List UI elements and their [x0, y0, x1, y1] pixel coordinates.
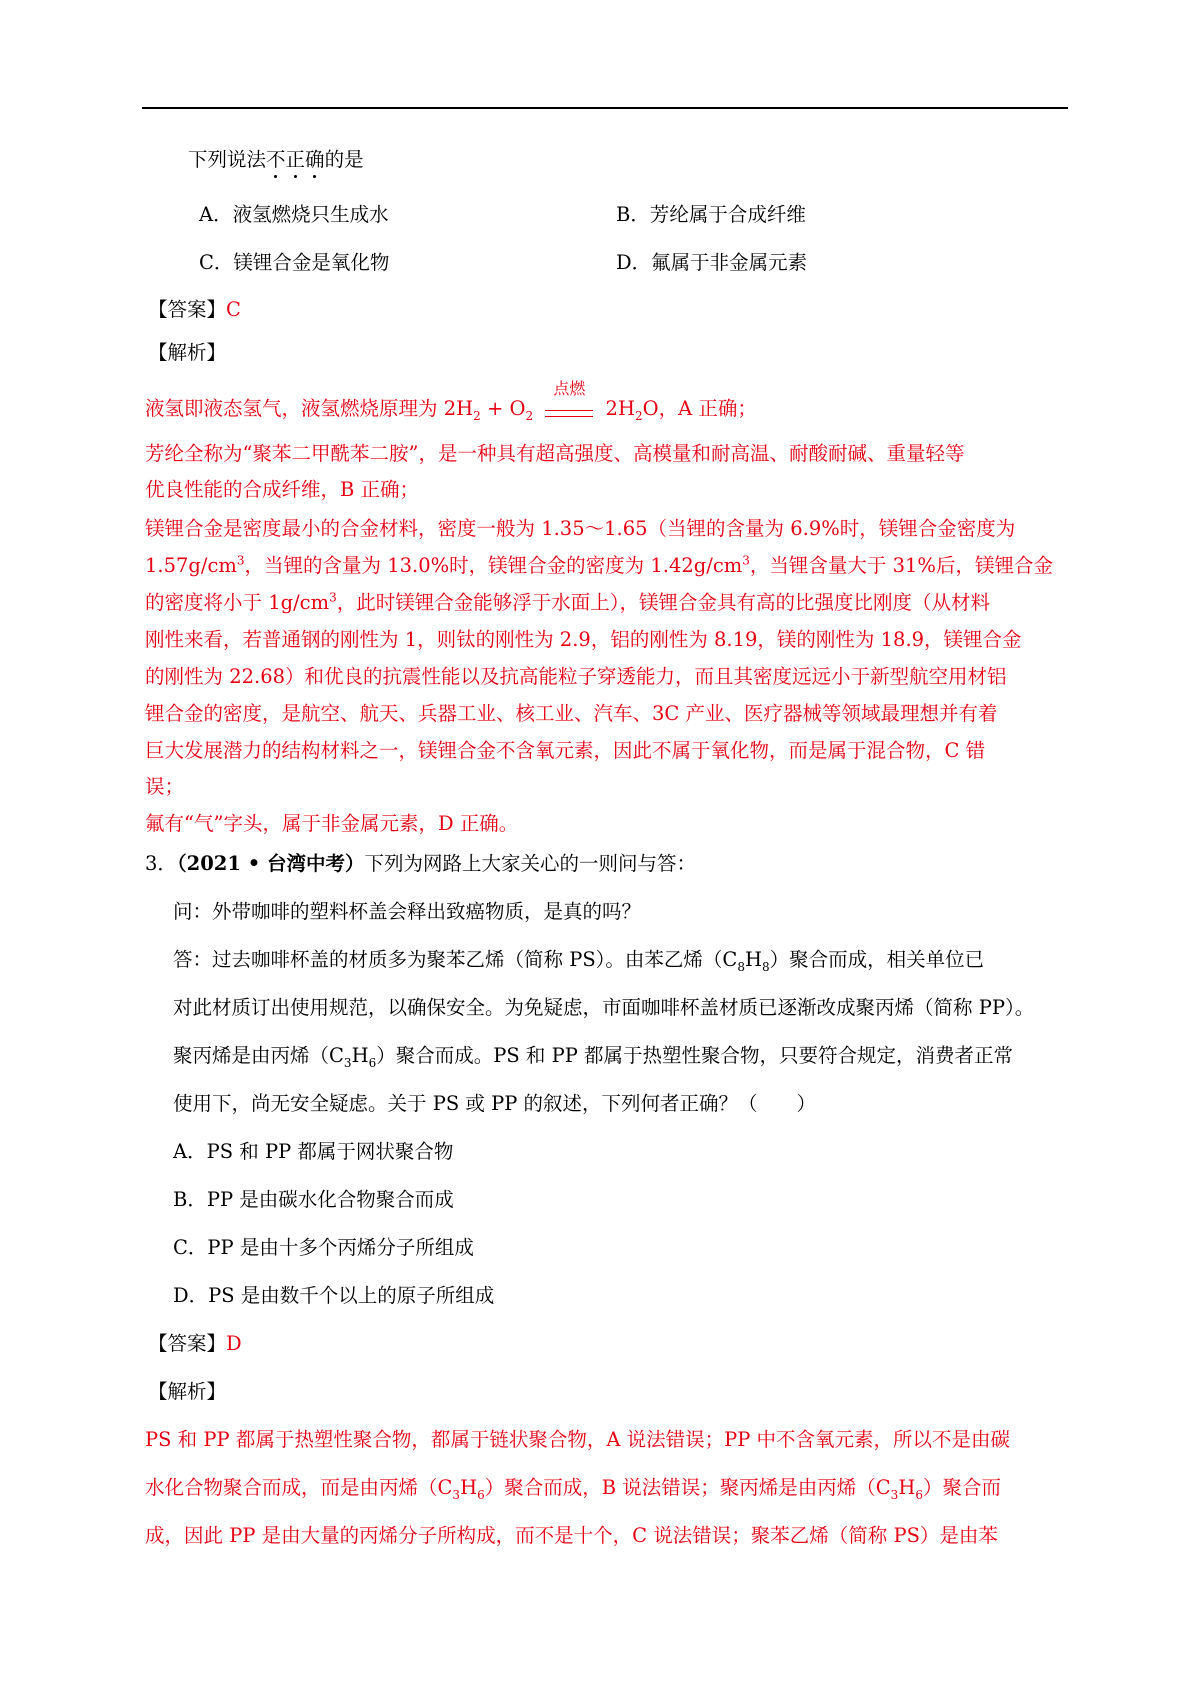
subscript: 6	[368, 1055, 377, 1070]
answer-text: ）聚合而成。PS 和 PP 都属于热塑性聚合物，只要符合规定，消费者正常	[376, 1044, 1014, 1067]
answer-text: 答：过去咖啡杯盖的材质多为聚苯乙烯（简称 PS）。由苯乙烯（C	[173, 948, 738, 971]
qa-question: 问：外带咖啡的塑料杯盖会释出致癌物质，是真的吗？	[173, 900, 642, 923]
analysis-text: ，当锂含量大于 31%后，镁锂合金	[749, 554, 1053, 577]
option-d: D．PS 是由数千个以上的原子所组成	[173, 1284, 495, 1307]
analysis-label: 【解析】	[148, 341, 227, 364]
qa-answer-line	[173, 946, 984, 974]
question-source: （2021 • 台湾中考）	[176, 852, 365, 875]
superscript: 3	[236, 553, 245, 568]
question-stem	[188, 146, 364, 174]
analysis-line: 锂合金的密度，是航空、航天、兵器工业、核工业、汽车、3C 产业、医疗器械等领域最理想并有着	[145, 702, 998, 725]
answer-label: 【答案】	[148, 1332, 227, 1355]
question-3-stem	[145, 850, 696, 878]
analysis-text: ）聚合而	[922, 1476, 1001, 1499]
equation-text: + O	[480, 397, 526, 420]
option-a: A．液氢燃烧只生成水	[199, 203, 389, 226]
subscript: 2	[473, 408, 481, 423]
analysis-line: 误；	[145, 775, 185, 798]
reaction-arrow	[545, 378, 593, 424]
equals-bars	[545, 410, 593, 417]
stem-text: 的是	[324, 148, 364, 171]
analysis-line: 氟有“气”字头，属于非金属元素，D 正确。	[145, 812, 519, 835]
analysis-line	[145, 1474, 1001, 1502]
analysis-text: ，此时镁锂合金能够浮于水面上），镁锂合金具有高的比强度比刚度（从材料	[336, 591, 990, 614]
option-b: B．PP 是由碳水化合物聚合而成	[173, 1188, 454, 1211]
answer-value: D	[226, 1332, 242, 1355]
equation-text: O，A 正确；	[642, 397, 757, 420]
analysis-text: ）聚合而成，B 说法错误；聚丙烯是由丙烯（C	[484, 1476, 891, 1499]
subscript: 8	[737, 959, 745, 974]
stem-text: 下列说法	[188, 148, 267, 171]
emphasis-char: 确	[305, 148, 325, 171]
answer-label: 【答案】	[148, 298, 227, 321]
subscript: 6	[915, 1487, 923, 1502]
analysis-line	[145, 589, 990, 617]
option-b: B．芳纶属于合成纤维	[616, 203, 806, 226]
analysis-text: H	[898, 1476, 916, 1499]
analysis-line: 刚性来看，若普通钢的刚性为 1，则钛的刚性为 2.9，铝的刚性为 8.19，镁的刚性为 18.9，镁锂合金	[145, 628, 1022, 651]
subscript: 8	[762, 959, 770, 974]
analysis-line: PS 和 PP 都属于热塑性聚合物，都属于链状聚合物，A 说法错误；PP 中不含氧元素，所以不是由碳	[145, 1428, 1011, 1451]
option-d: D．氟属于非金属元素	[616, 251, 808, 274]
subscript: 6	[477, 1487, 485, 1502]
subscript: 3	[452, 1487, 461, 1502]
equation-text: 液氢即液态氢气，液氢燃烧原理为 2H	[145, 397, 474, 420]
analysis-line: 镁锂合金是密度最小的合金材料，密度一般为 1.35～1.65（当锂的含量为 6.9%时，镁锂合金密度为	[145, 517, 1016, 540]
superscript: 3	[329, 590, 337, 605]
equation-text: 2H	[605, 397, 635, 420]
subscript: 3	[343, 1055, 352, 1070]
option-c: C．镁锂合金是氧化物	[199, 251, 390, 274]
analysis-line: 巨大发展潜力的结构材料之一，镁锂合金不含氧元素，因此不属于氧化物，而是属于混合物，C 错	[145, 739, 986, 762]
analysis-label: 【解析】	[148, 1380, 227, 1403]
answer-text: H	[351, 1044, 369, 1067]
analysis-text: 水化合物聚合而成，而是由丙烯（C	[145, 1476, 453, 1499]
analysis-line	[145, 552, 1053, 580]
superscript: 3	[742, 553, 750, 568]
answer-text: ）聚合而成，相关单位已	[769, 948, 985, 971]
qa-answer-line: 使用下，尚无安全疑虑。关于 PS 或 PP 的叙述，下列何者正确？（ ）	[173, 1092, 817, 1115]
subscript: 3	[890, 1487, 899, 1502]
answer-text: H	[745, 948, 763, 971]
option-c: C．PP 是由十多个丙烯分子所组成	[173, 1236, 474, 1259]
question-number: 3．	[145, 852, 177, 875]
analysis-line: 优良性能的合成纤维，B 正确；	[145, 478, 420, 501]
analysis-line: 成，因此 PP 是由大量的丙烯分子所构成，而不是十个，C 说法错误；聚苯乙烯（简称 PS）是由苯	[145, 1524, 998, 1547]
answer-line	[148, 1330, 242, 1358]
qa-answer-line: 对此材质订出使用规范，以确保安全。为免疑虑，市面咖啡杯盖材质已逐渐改成聚丙烯（简称 PP）。	[173, 996, 1035, 1019]
analysis-line: 的刚性为 22.68）和优良的抗震性能以及抗高能粒子穿透能力，而且其密度远远小于新型航空用材铝	[145, 665, 1007, 688]
subscript: 2	[634, 408, 643, 423]
analysis-text: ，当锂的含量为 13.0%时，镁锂合金的密度为 1.42g/cm	[244, 554, 743, 577]
header-rule	[142, 107, 1068, 109]
analysis-equation	[145, 378, 757, 424]
answer-line	[148, 296, 241, 324]
qa-answer-line	[173, 1042, 1013, 1070]
analysis-text: H	[460, 1476, 478, 1499]
analysis-text: 1.57g/cm	[145, 554, 237, 577]
emphasis-char: 正	[285, 148, 306, 171]
option-a: A．PS 和 PP 都属于网状聚合物	[173, 1140, 454, 1163]
subscript: 2	[525, 408, 534, 423]
answer-value: C	[226, 298, 241, 321]
emphasis-char: 不	[266, 148, 286, 171]
stem-text: 下列为网路上大家关心的一则问与答：	[364, 852, 697, 875]
answer-text: 聚丙烯是由丙烯（C	[173, 1044, 344, 1067]
analysis-line: 芳纶全称为“聚苯二甲酰苯二胺”，是一种具有超高强度、高模量和耐高温、耐酸耐碱、重量轻等	[145, 442, 965, 465]
analysis-text: 的密度将小于 1g/cm	[145, 591, 330, 614]
reaction-condition: 点燃	[553, 378, 586, 398]
